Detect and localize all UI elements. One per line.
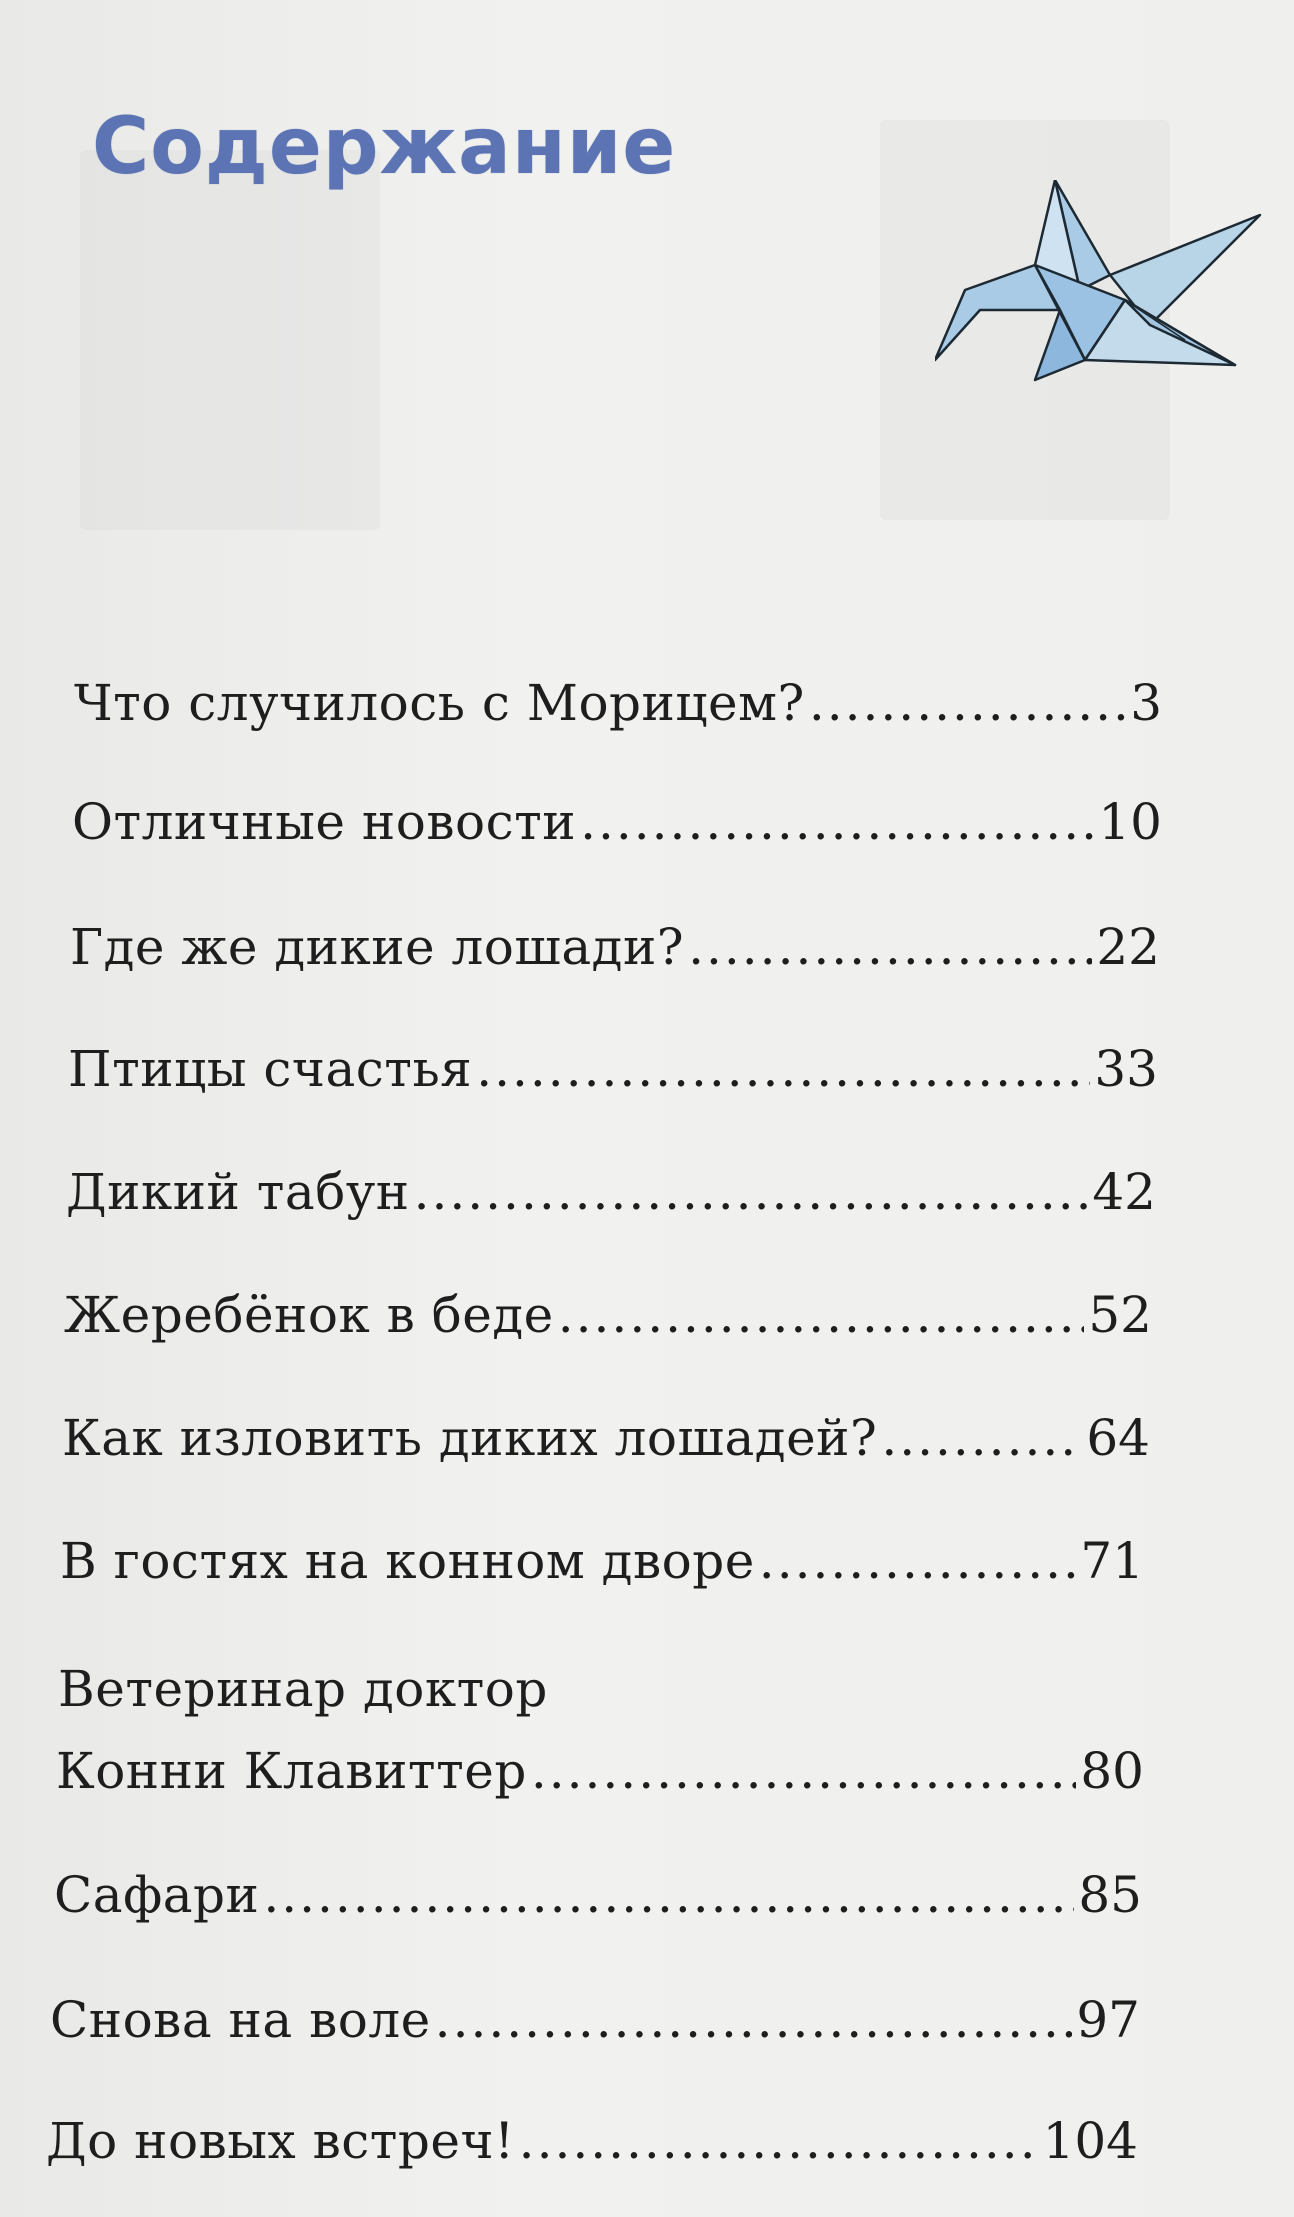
toc-entry[interactable] — [50, 1991, 1140, 2049]
toc-entry-page: 10 — [1098, 793, 1162, 851]
toc-entry-page: 71 — [1080, 1532, 1144, 1590]
toc-entry-title: Как изловить диких лошадей? — [62, 1409, 878, 1467]
toc-entry[interactable] — [54, 1866, 1142, 1924]
dot-leader — [414, 1167, 1089, 1217]
toc-entry-title: Дикий табун — [66, 1163, 410, 1221]
toc-entry[interactable] — [66, 1163, 1156, 1221]
toc-entry-page: 80 — [1080, 1742, 1144, 1800]
dot-leader — [519, 2116, 1039, 2166]
toc-entry-page: 42 — [1092, 1163, 1156, 1221]
toc-entry-page: 22 — [1096, 918, 1160, 976]
toc-entry-page: 64 — [1086, 1409, 1150, 1467]
toc-entry[interactable] — [60, 1532, 1144, 1590]
toc-entry[interactable] — [62, 1409, 1150, 1467]
dot-leader — [558, 1290, 1085, 1340]
toc-entry[interactable] — [74, 674, 1162, 732]
toc-entry[interactable] — [72, 793, 1162, 851]
toc-entry-title: Птицы счастья — [68, 1040, 473, 1098]
toc-entry-title: Жеребёнок в беде — [64, 1286, 554, 1344]
toc-entry-title: Конни Клавиттер — [56, 1742, 527, 1800]
dot-leader — [688, 922, 1092, 972]
toc-entry[interactable] — [46, 2112, 1138, 2170]
toc-entry-title: В гостях на конном дворе — [60, 1532, 755, 1590]
dot-leader — [476, 1044, 1090, 1094]
dot-leader — [263, 1870, 1074, 1920]
toc-entry-title-line1: Ветеринар доктор — [58, 1660, 548, 1718]
dot-leader — [580, 797, 1094, 847]
toc-entry[interactable] — [70, 918, 1160, 976]
page-title: Содержание — [92, 102, 677, 192]
toc-entry-title: Отличные новости — [72, 793, 577, 851]
dot-leader — [531, 1746, 1077, 1796]
toc-entry-title: Что случилось с Морицем? — [74, 674, 805, 732]
toc-entry-title: Сафари — [54, 1866, 260, 1924]
toc-entry-title: До новых встреч! — [46, 2112, 515, 2170]
toc-entry-page: 97 — [1076, 1991, 1140, 2049]
dot-leader — [881, 1413, 1082, 1463]
toc-entry-title: Где же дикие лошади? — [70, 918, 685, 976]
toc-entry-page: 104 — [1042, 2112, 1138, 2170]
dot-leader — [809, 678, 1126, 728]
toc-entry-title: Снова на воле — [50, 1991, 431, 2049]
toc-entry[interactable] — [68, 1040, 1158, 1098]
toc-entry[interactable] — [56, 1742, 1144, 1800]
dot-leader — [759, 1536, 1077, 1586]
toc-entry-page: 33 — [1094, 1040, 1158, 1098]
toc-entry-page: 85 — [1078, 1866, 1142, 1924]
toc-entry-page: 3 — [1130, 674, 1162, 732]
toc-entry-page: 52 — [1088, 1286, 1152, 1344]
toc-entry[interactable] — [64, 1286, 1152, 1344]
dot-leader — [435, 1995, 1073, 2045]
